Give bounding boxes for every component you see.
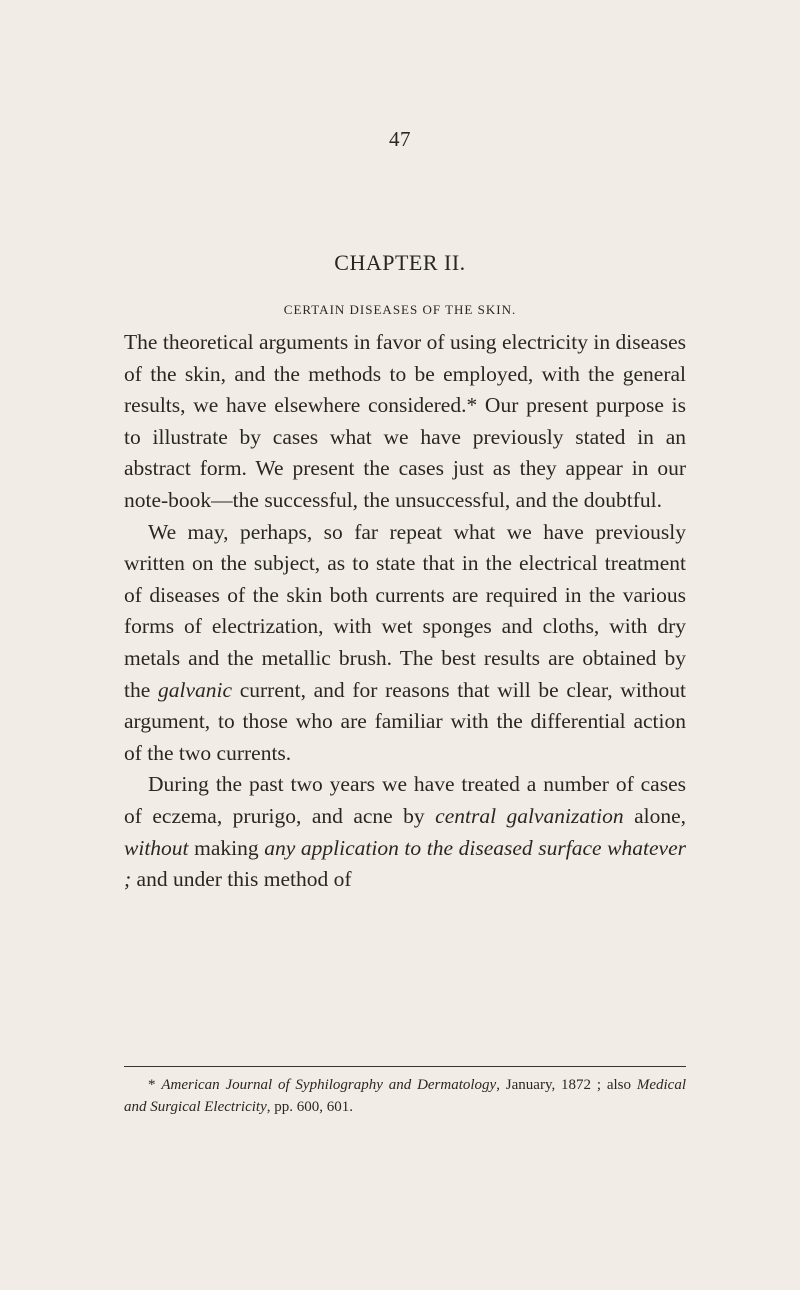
paragraph-3-text-a: During the past two years we have treated a number of cases of eczema, prurigo, and acne by <box>124 772 686 828</box>
body-text <box>124 327 686 896</box>
page-number: 47 <box>389 127 411 151</box>
footnote-text-1: , January, 1872 ; also <box>496 1077 637 1093</box>
paragraph-3-text-c: making <box>188 835 265 860</box>
paragraph-3-italic-3: any application to the diseased surface whatever ; <box>124 835 686 892</box>
section-title: CERTAIN DISEASES OF THE SKIN. <box>283 302 517 317</box>
paragraph-3-italic-2: without <box>124 835 189 860</box>
footnote-journal-1: American Journal of Syphilography and Dermatology <box>161 1077 497 1093</box>
chapter-title: CHAPTER II. <box>334 250 466 275</box>
footnote-text-2: , pp. 600, 601. <box>266 1099 353 1115</box>
footnote-journal-2: Medical and Surgical Electricity <box>124 1077 686 1115</box>
footnote-divider <box>124 1066 686 1067</box>
paragraph-1-text: The theoretical arguments in favor of using electricity in diseases of the skin, and the methods to be employed, with the general results, we have elsewhere considered.* Our present purpose is to illustrate by cases what we have previously stated in an abstract form. We present the cases just as they appear in our note-book—the successful, the unsuccessful, and the doubtful. <box>124 330 686 512</box>
paragraph-3-italic-1: central galvanization <box>435 803 624 828</box>
paragraph-2-italic: galvanic <box>157 677 233 702</box>
paragraph-2-text-b: current, and for reasons that will be clear, without argument, to those who are familiar with the differential action of the two currents. <box>124 677 686 765</box>
footnote <box>124 1074 686 1118</box>
footnote-marker: * <box>148 1077 162 1093</box>
paragraph-1 <box>124 327 686 517</box>
paragraph-3-text-b: alone, <box>623 803 687 828</box>
paragraph-2-text-a: We may, perhaps, so far repeat what we have previously written on the subject, as to state that in the electrical treatment of diseases of the skin both currents are required in the various forms of electrization, with wet sponges and cloths, with dry metals and the metallic brush. The best results are obtained by the <box>124 519 686 702</box>
paragraph-2 <box>124 517 686 770</box>
paragraph-3-text-d: and under this method of <box>131 867 352 892</box>
paragraph-3 <box>124 769 686 895</box>
